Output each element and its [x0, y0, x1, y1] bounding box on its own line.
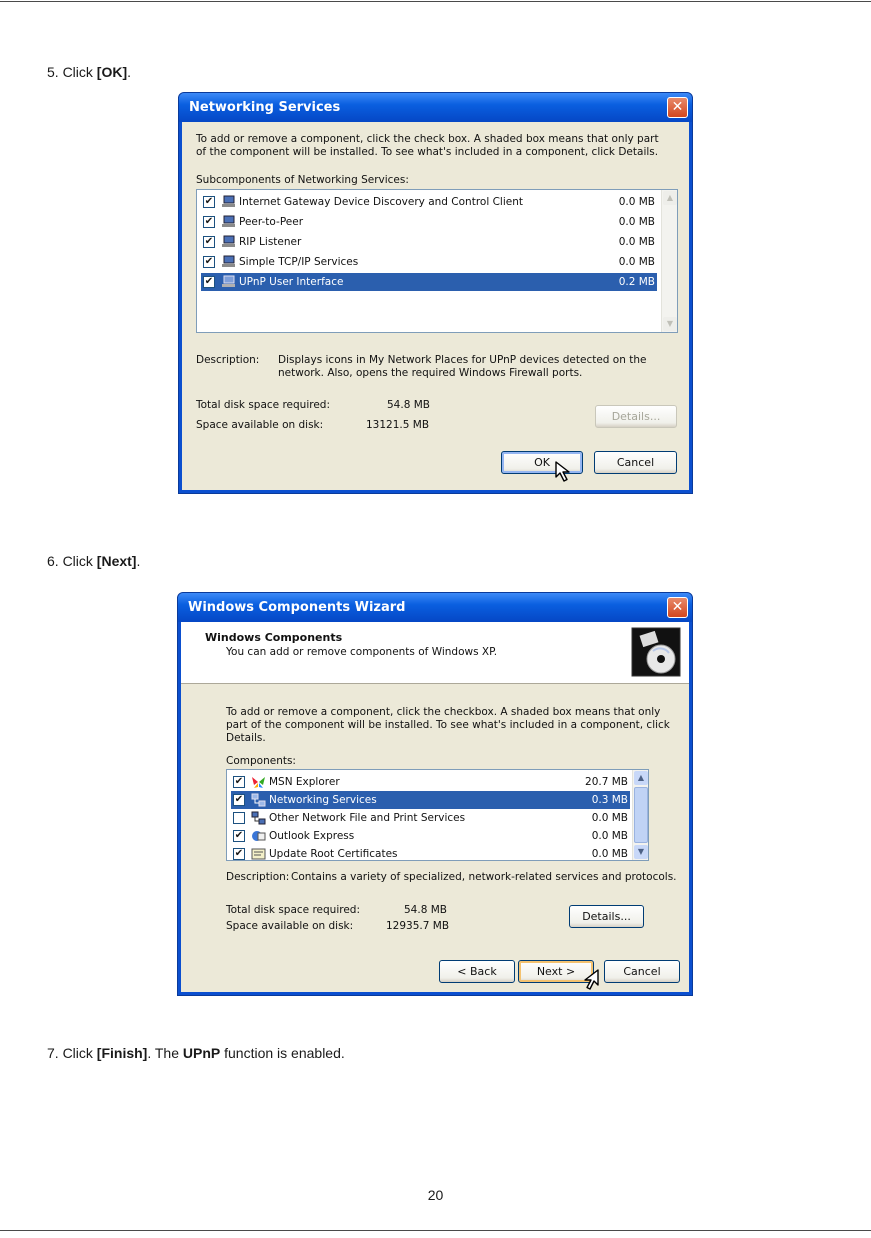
wizard-header-title: Windows Components [205, 631, 343, 644]
list-item[interactable] [231, 773, 630, 791]
mouse-pointer-icon [576, 968, 600, 992]
step-7-instruction: 7. Click [Finish]. The UPnP function is enabled. [47, 1045, 345, 1061]
item-name: Outlook Express [269, 830, 355, 842]
checkbox-checked[interactable]: ✔ [204, 276, 214, 287]
checkbox-unchecked[interactable] [233, 812, 245, 824]
intro-text-line2: of the component will be installed. To see what's included in a component, click Details. [196, 146, 659, 158]
item-size: 20.7 MB [585, 776, 628, 788]
list-item[interactable] [231, 827, 630, 845]
list-item[interactable] [231, 845, 630, 861]
item-size: 0.0 MB [591, 812, 628, 824]
list-scrollbar[interactable] [661, 190, 677, 332]
intro-text-line2: part of the component will be installed. To see what's included in a component, click [226, 719, 670, 731]
wizard-header [181, 622, 689, 684]
network-services-icon [251, 793, 266, 807]
intro-text-line1: To add or remove a component, click the check box. A shaded box means that only part [196, 133, 659, 145]
item-name: Other Network File and Print Services [269, 812, 466, 824]
item-size: 0.0 MB [591, 830, 628, 842]
item-size: 0.3 MB [591, 794, 628, 806]
network-service-icon [221, 215, 236, 229]
description-line2: network. Also, opens the required Windows Firewall ports. [278, 367, 583, 379]
scroll-up-icon[interactable]: ▲ [634, 771, 648, 785]
close-icon[interactable]: ✕ [667, 97, 688, 118]
scroll-down-icon[interactable]: ▼ [663, 317, 677, 331]
item-name: Internet Gateway Device Discovery and Control Client [239, 196, 523, 208]
list-item[interactable] [201, 213, 657, 231]
close-icon[interactable]: ✕ [667, 597, 688, 618]
disk-available-value: 13121.5 MB [366, 419, 430, 431]
disk-available-value: 12935.7 MB [386, 920, 450, 932]
description-line1: Displays icons in My Network Places for UPnP devices detected on the [278, 354, 647, 366]
components-list[interactable] [226, 769, 649, 861]
item-name: Update Root Certificates [269, 848, 398, 860]
network-service-icon [221, 195, 236, 209]
page-number: 20 [427, 1187, 444, 1203]
ok-button[interactable]: OK [501, 451, 583, 474]
network-service-icon [221, 275, 236, 289]
cancel-button[interactable]: Cancel [604, 960, 680, 983]
item-size: 0.0 MB [618, 236, 655, 248]
item-name: Networking Services [269, 794, 377, 806]
checkbox-checked[interactable]: ✔ [234, 830, 244, 841]
item-size: 0.0 MB [591, 848, 628, 860]
disk-required-value: 54.8 MB [387, 399, 430, 411]
dialog-title: Windows Components Wizard [188, 600, 406, 615]
checkbox-checked[interactable]: ✔ [234, 776, 244, 787]
item-size: 0.0 MB [618, 256, 655, 268]
network-service-icon [221, 255, 236, 269]
disk-required-label: Total disk space required: [196, 399, 331, 411]
list-scrollbar[interactable] [632, 770, 648, 860]
checkbox-checked[interactable]: ✔ [234, 794, 244, 805]
disk-available-label: Space available on disk: [226, 920, 354, 932]
list-item[interactable] [201, 233, 657, 251]
list-item[interactable] [201, 253, 657, 271]
dialog-title-bar[interactable] [179, 93, 692, 122]
item-name: MSN Explorer [269, 776, 340, 788]
scroll-up-icon[interactable]: ▲ [663, 191, 677, 205]
item-size: 0.0 MB [618, 196, 655, 208]
components-cd-icon [631, 627, 681, 677]
item-name: Peer-to-Peer [239, 216, 304, 228]
checkbox-checked[interactable]: ✔ [204, 216, 214, 227]
disk-available-label: Space available on disk: [196, 419, 324, 431]
intro-text-line3: Details. [226, 732, 266, 744]
disk-required-label: Total disk space required: [226, 904, 361, 916]
dialog-body [181, 622, 689, 992]
windows-components-wizard-dialog [177, 592, 693, 996]
dialog-title: Networking Services [189, 100, 341, 115]
item-size: 0.2 MB [618, 276, 655, 288]
scroll-down-icon[interactable]: ▼ [634, 845, 648, 859]
network-service-icon [221, 235, 236, 249]
description-text: Contains a variety of specialized, network-related services and protocols. [291, 871, 677, 883]
description-label: Description: [196, 354, 260, 366]
item-name: RIP Listener [239, 236, 302, 248]
checkbox-checked[interactable]: ✔ [234, 848, 244, 859]
next-button[interactable]: Next > [518, 960, 594, 983]
outlook-express-icon [251, 829, 266, 843]
scroll-thumb[interactable] [634, 787, 648, 843]
list-item-selected[interactable] [231, 791, 630, 809]
msn-butterfly-icon [251, 775, 266, 789]
details-button[interactable]: Details... [569, 905, 644, 928]
item-size: 0.0 MB [618, 216, 655, 228]
dialog-body [182, 122, 689, 490]
disk-required-value: 54.8 MB [404, 904, 447, 916]
checkbox-checked[interactable]: ✔ [204, 236, 214, 247]
checkbox-checked[interactable]: ✔ [204, 256, 214, 267]
top-rule [0, 1, 871, 2]
networking-services-dialog [178, 92, 693, 494]
list-item[interactable] [201, 193, 657, 211]
list-item[interactable] [231, 809, 630, 827]
details-button[interactable]: Details... [595, 405, 677, 428]
certificate-icon [251, 847, 266, 861]
wizard-header-subtitle: You can add or remove components of Windows XP. [226, 646, 498, 658]
list-label: Components: [226, 755, 296, 767]
description-label: Description: [226, 871, 290, 883]
dialog-title-bar[interactable] [178, 593, 692, 622]
step-5-instruction: 5. Click [OK]. [47, 64, 132, 80]
checkbox-checked[interactable]: ✔ [204, 196, 214, 207]
back-button[interactable]: < Back [439, 960, 515, 983]
item-name: UPnP User Interface [239, 276, 344, 288]
cancel-button[interactable]: Cancel [594, 451, 677, 474]
intro-text-line1: To add or remove a component, click the checkbox. A shaded box means that only [226, 706, 661, 718]
list-item-selected[interactable] [201, 273, 657, 291]
step-6-instruction: 6. Click [Next]. [47, 553, 141, 569]
mouse-pointer-icon [554, 460, 578, 484]
network-file-print-icon [251, 811, 266, 825]
list-label: Subcomponents of Networking Services: [196, 174, 409, 186]
subcomponents-list[interactable] [196, 189, 678, 333]
bottom-rule [0, 1230, 871, 1231]
item-name: Simple TCP/IP Services [239, 256, 359, 268]
